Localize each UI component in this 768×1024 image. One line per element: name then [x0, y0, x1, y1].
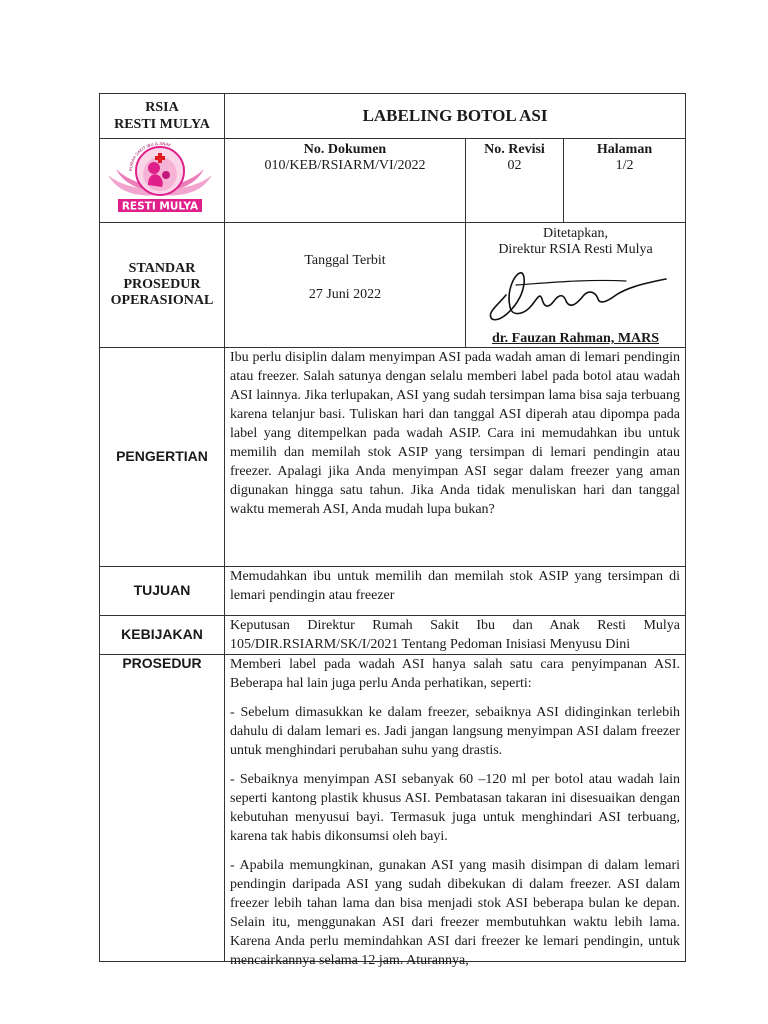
no-revisi-cell: [466, 139, 564, 223]
sop-label-cell: [100, 223, 225, 348]
ditetapkan-cell: [466, 223, 686, 348]
prosedur-item-3: - Apabila memungkinan, gunakan ASI yang masih disimpan di dalam lemari pendingin daripada ASI yang sudah dibekukan di dalam freezer. ASI dalam freezer lebih tahan lama dan bisa menjadi stok ASI beberapa bulan ke depan. Selain itu, menggunakan ASI dari freezer membutuhkan waktu lebih lama. Karena Anda perlu memindahkan ASI dari freezer ke lemari pendingin, untuk mencairkannya selama 12 jam. Aturannya,: [230, 858, 681, 968]
direktur-title: Direktur RSIA Resti Mulya: [498, 242, 653, 257]
signature-icon: [476, 265, 686, 327]
document-title: LABELING BOTOL ASI: [225, 94, 686, 139]
prosedur-content: [225, 655, 686, 968]
sop-label-line2: PROSEDUR: [123, 277, 201, 292]
tujuan-label: TUJUAN: [133, 582, 191, 598]
hospital-logo: [100, 139, 225, 223]
halaman-cell: [564, 139, 686, 223]
signatory-name: dr. Fauzan Rahman, MARS: [491, 331, 660, 346]
sop-label-line3: OPERASIONAL: [110, 293, 214, 308]
sop-label-line1: STANDAR: [128, 261, 196, 276]
tanggal-terbit-label: Tanggal Terbit: [304, 253, 386, 268]
kebijakan-text: Keputusan Direktur Rumah Sakit Ibu dan Anak Resti Mulya 105/DIR.RSIARM/SK/I/2021 Tentang Pedoman Inisiasi Menyusu Dini: [225, 616, 686, 655]
no-revisi-label: No. Revisi: [484, 142, 545, 157]
prosedur-item-2: - Sebaiknya menyimpan ASI sebanyak 60 –120 ml per botol atau wadah lain seperti kantong plastik khusus ASI. Pembatasan takaran ini disesuaikan dengan kebutuhan menyusui bayi. Termasuk juga untuk menghindari ASI terbuang, karena tak habis dikonsumsi oleh bayi.: [230, 772, 681, 844]
hospital-line2: RESTI MULYA: [114, 117, 210, 132]
no-dokumen-cell: [225, 139, 466, 223]
halaman-label: Halaman: [596, 142, 653, 157]
sop-table: [99, 93, 686, 968]
tujuan-label-cell: [100, 567, 225, 616]
hospital-name-cell: [100, 94, 225, 139]
prosedur-label-cell: [100, 655, 225, 962]
ditetapkan-label: Ditetapkan,: [543, 226, 608, 241]
prosedur-item-1: - Sebelum dimasukkan ke dalam freezer, sebaiknya ASI didinginkan terlebih dahulu di dalam lemari es. Jadi jangan langsung menyimpan ASI dalam freezer untuk menghindari perubahan suhu yang drastis.: [230, 705, 681, 758]
pengertian-text: Ibu perlu disiplin dalam menyimpan ASI pada wadah aman di lemari pendingin atau freezer. Salah satunya dengan selalu memberi label pada botol atau wadah ASI lainnya. Jika terlupakan, ASI yang sudah tersimpan lama bisa saja terbuang karena telanjur basi. Tuliskan hari dan tanggal ASI diperah atau dipompa pada label yang ditempelkan pada wadah ASIP. Cara ini memudahkan ibu untuk memilih dan memilah stok ASIP yang tersimpan di lemari pendingin atau freezer. Apalagi jika Anda menyimpan ASI segar dalam freezer yang aman digunakan hingga satu tahun. Jika Anda tidak menuliskan hari dan tanggal waktu memerah ASI, Anda mudah lupa bukan?: [225, 348, 686, 567]
resti-mulya-logo-icon: [104, 141, 216, 215]
no-dokumen-label: No. Dokumen: [303, 142, 387, 157]
prosedur-intro: Memberi label pada wadah ASI hanya salah satu cara penyimpanan ASI. Beberapa hal lain juga perlu Anda perhatikan, seperti:: [230, 657, 681, 691]
tanggal-terbit-cell: [225, 223, 466, 348]
kebijakan-label-cell: [100, 616, 225, 655]
pengertian-label: PENGERTIAN: [116, 448, 208, 464]
logo-brand-text: RESTI MULYA: [121, 200, 199, 213]
hospital-line1: RSIA: [145, 100, 179, 115]
kebijakan-label: KEBIJAKAN: [121, 626, 203, 642]
tujuan-text: Memudahkan ibu untuk memilih dan memilah stok ASIP yang tersimpan di lemari pendingin atau freezer: [225, 567, 686, 616]
logo-arc-text: RUMAH SAKIT IBU & ANAK: [127, 141, 172, 172]
no-revisi-value: 02: [507, 158, 522, 173]
pengertian-label-cell: [100, 348, 225, 567]
prosedur-label: PROSEDUR: [122, 655, 202, 671]
tanggal-terbit-value: 27 Juni 2022: [308, 287, 382, 302]
halaman-value: 1/2: [615, 158, 634, 173]
no-dokumen-value: 010/KEB/RSIARM/VI/2022: [264, 158, 426, 173]
